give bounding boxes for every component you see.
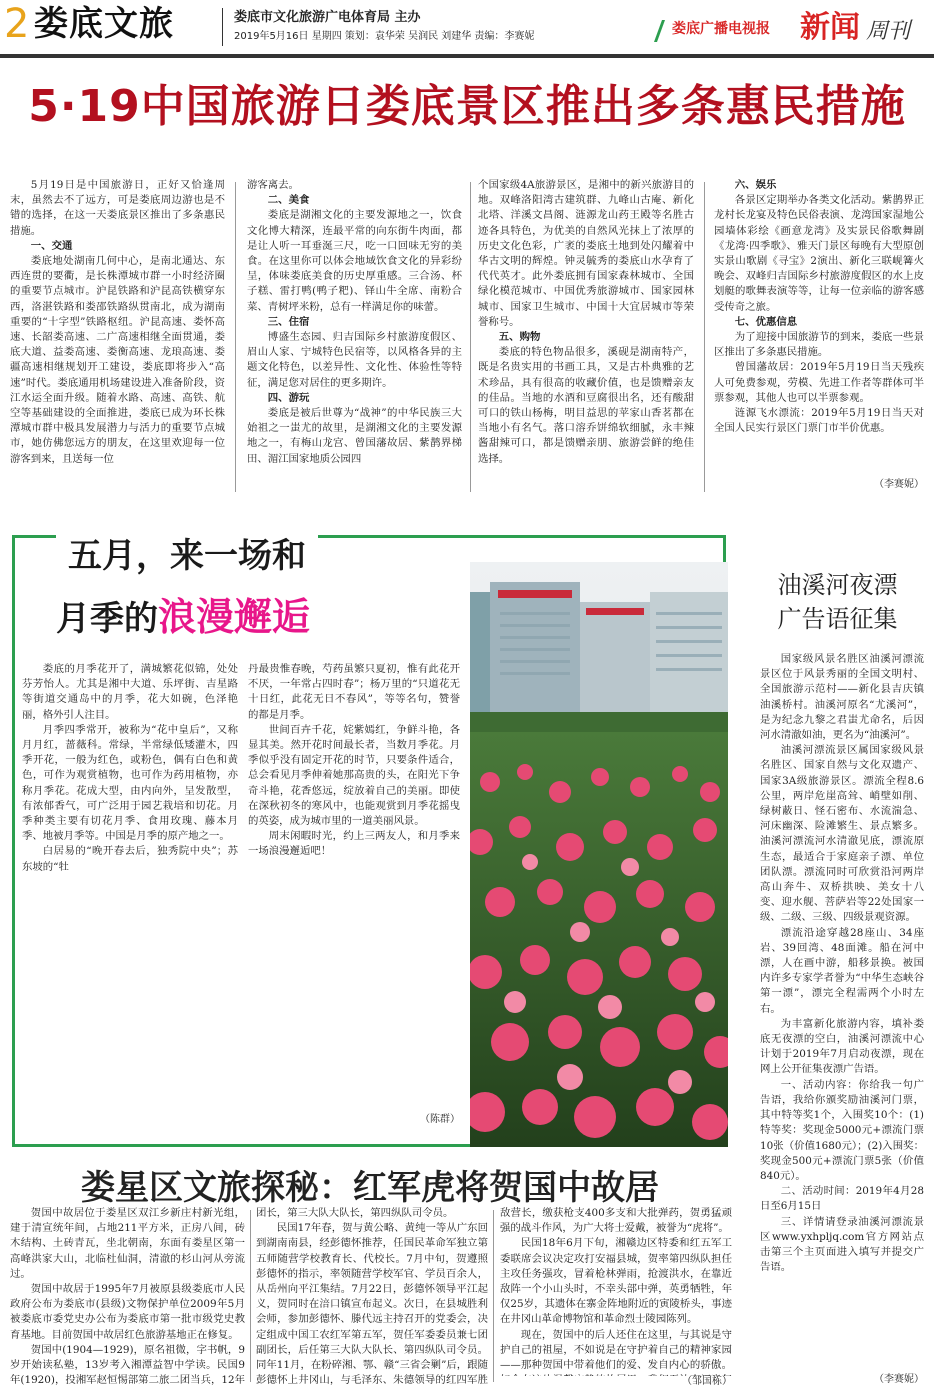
paragraph: 一、活动内容：你给我一句广告语，我给你颁奖励油溪河门票，其中特等奖1个，入围奖10个：(1)特等奖：奖现金5000元+漂流门票10张（价值1680元）；(2)入围奖：奖现金500元+漂流门票5张（价值840元）。	[760, 1078, 924, 1182]
paragraph: 娄底的月季花开了，满城繁花似锦，处处芬芳怡人。尤其是湘中大道、乐坪街、吉星路等街道交通岛中的月季，花大如碗，色泽艳丽，格外引人注目。	[22, 663, 238, 721]
rose-title-prefix: 月季的	[56, 599, 158, 639]
weekly-label: 周刊	[866, 19, 911, 44]
paragraph: 为了迎接中国旅游节的到来，娄底一些景区推出了多条惠民措施。	[714, 331, 924, 359]
paragraph: 丹最贵惟春晚，芍药虽繁只夏初，惟有此花开不厌，一年常占四时春”；杨万里的“只道花无十日红，此花无日不春风”，等等名句，赞誉的都是月季。	[248, 663, 460, 721]
rose-title-line2	[56, 586, 310, 641]
paragraph: 国家级风景名胜区油溪河漂流景区位于风景秀丽的全国文明村、全国旅游示范村——新化县吉庆镇油溪桥村。油溪河原名“尤溪河”，是为纪念九黎之君蚩尤命名，后因河水清澈如油，更名为“油溪河”。	[760, 653, 924, 742]
column-divider	[704, 182, 705, 492]
main-headline: 5·19中国旅游日娄底景区推出多条惠民措施	[28, 81, 906, 132]
youxi-title-line2: 广告语征集	[777, 605, 898, 633]
section-heading: 五、购物	[498, 331, 541, 344]
paragraph: 现在，贺国中的后人还住在这里，与其说是守护自己的祖屋，不如说是在守护着自己的精神家园——那种贺国中带着他们的爱、发自内心的骄傲。	[500, 1328, 732, 1372]
station-name: 娄底广播电视报	[672, 21, 770, 37]
paragraph: 民国17年春，贺与黄公略、黄纯一等从广东回到湖南南县，经彭德怀推荐，任国民革命军独立第五师随营学校教育长、代校长。7月中旬，贺遵照彭德怀的指示，率领随营学校军官、学员百余人，从岳州向平江集结。7月22日，彭德怀领导平江起义，贺同时在涪口镇宣布起义。次日，在县城胜利会师，参加彭德怀、滕代远主持召开的党委会，决定组成中国工农红军第五军，贺任军委委员兼七团副团长，后任第三大队大队长、第四纵队司令员。同年11月，在粉碎湘、鄂、赣“三省会剿”后，跟随彭德怀上井冈山，与毛泽东、朱德领导的红四军胜	[256, 1222, 488, 1386]
lianxing-col1	[10, 1206, 245, 1386]
section-heading: 六、娱乐	[734, 179, 777, 191]
rose-col2	[248, 662, 460, 1112]
news-logo: 新闻	[800, 10, 860, 45]
section-heading: 二、美食	[267, 194, 310, 207]
slash-icon	[654, 20, 672, 42]
section-heading: 四、游玩	[267, 391, 310, 404]
paragraph: 5月19日是中国旅游日，正好又恰逢周末，虽然去不了远方，可是娄底周边游也是不错的选择，在这一天娄底景区推出了多条惠民措施。	[10, 179, 225, 237]
section-name: 娄底文旅	[34, 4, 174, 44]
youxi-credit: （李赛妮）	[874, 1374, 924, 1385]
paragraph: 娄底地处湖南几何中心，是南北通达、东西连贯的要衢，是长株潭城市群一小时经济圈的重要节点城市。沪昆铁路和沪昆高铁横穿东西，洛湛铁路和娄邵铁路纵贯南北，成为湖南重要的“十字型”铁路枢纽。沪昆高速、娄怀高速、长韶娄高速、二广高速相继全面贯通，娄底大道、益娄高速、娄衡高速、龙琅高速、娄疆高速相继规划开工建设，娄底即将步入“高速”时代。娄底通用机场建设进入准备阶段，资江水运全面升级。随着水路、高速、高铁、航空等基础建设的全面推进，娄底已成为环长株潭城市群中极具发展潜力与活力的重要节点城市，她仿佛您远方的朋友，在这里欢迎每一位游客到来，且送每一位	[10, 255, 225, 465]
column-divider	[470, 182, 471, 492]
paragraph: 各景区定期举办各类文化活动。紫鹊界正龙村长龙宴及特色民俗表演、龙湾国家湿地公园墙体彩绘《画意龙湾》及实景民俗歌舞剧《龙湾·四季歌》、雅天门景区每晚有大型原创实景山歌剧《寻宝》2演出、新化三联岘篝火晚会、双峰归吉国际乡村旅游度假区的水上皮划艇的歌舞表演等等，让每一位亲临的游客感受传奇之旅。	[714, 194, 924, 313]
rose-photo-illustration	[470, 562, 728, 1147]
page-number: 2	[4, 1, 30, 47]
paragraph: 游客离去。	[247, 179, 299, 191]
rose-garden-photo	[470, 562, 728, 1147]
paragraph: 娄底是被后世尊为“战神”的中华民族三大始祖之一蚩尤的故里，是湖湘文化的主要发源地之一，有梅山龙宫、曾国藩故居、紫鹊界梯田、湄江国家地质公园四	[247, 407, 462, 465]
paragraph: 民国18年6月下旬，湘赣边区特委和红五军工委联席会议决定攻打安福县城，贺率第四纵队担任主攻任务强攻，冒着枪林弹雨，抢渡洪水，在靠近敌阵一个小山头时，不幸头部中弹，英勇牺牲，年仅25岁，其遗体在寨金阵地附近的寅陵桥头，事迹在井冈山革命博物馆和革命烈士陵园陈列。	[500, 1237, 732, 1326]
column-divider	[493, 1210, 494, 1382]
paragraph: 个国家级4A旅游景区，是湘中的新兴旅游目的地。双峰洛阳湾古建筑群、九峰山古庵、新化北塔、洋溪文昌阁、涟源龙山药王殿等名胜古迹各具特色，为优美的自然风光抹上了浓厚的历史文化色彩，广袤的娄底土地到处闪耀着中华古文明的辉煌。钟灵毓秀的娄底山水孕育了代代英才。此外娄底拥有国家森林城市、全国绿化模范城市、中国优秀旅游城市、国家园林城市、国家卫生城市、中国十大宜居城市等荣誉称号。	[478, 179, 694, 328]
section-heading: 一、交通	[30, 239, 73, 252]
organizer: 娄底市文化旅游广电体育局 主办	[234, 10, 421, 25]
youxi-body	[760, 652, 924, 1362]
youxi-title-line1: 油溪河夜漂	[777, 571, 898, 599]
header-rule	[0, 54, 934, 58]
paragraph: 周末闲暇时光，约上三两友人，和月季来一场浪漫邂逅吧！	[248, 830, 460, 858]
rose-title-highlight: 浪漫邂逅	[158, 595, 311, 639]
paragraph: 世间百卉千花，姹紫嫣红，争鲜斗艳，各显其美。然开花时间最长者，当数月季花。月季似乎没有固定开花的时节，只要条件适合，总会看见月季伸着她那高贵的头，在阳光下争奇斗艳，花香悠远，绽放着自己的美丽。即使在深秋初冬的寒风中，也能观赏到月季花摇曳的英姿，成为城市里的一道美丽风景。	[248, 723, 460, 828]
lianxing-col3	[500, 1206, 732, 1376]
lianxing-title: 娄星区文旅探秘：红军虎将贺国中故居	[81, 1168, 659, 1208]
paragraph: 油溪河漂流景区属国家级风景名胜区、国家自然与文化双遗产、国家3A级旅游景区。漂流全程8.6公里，两岸危崖高耸、峭壁如削、绿树蔽日、怪石密布、水流湍急、河床幽深、险滩繁生、景点繁多。油溪河漂流河水清澈见底，漂流原生态，最适合于家庭亲子漂、单位团队漂。漂流同时可欣赏沿河两岸高山奔牛、双桥拱映、美女十八变、迎水舰、菩萨岩等22处国家一级、二级、三级、四级景观资源。	[760, 744, 924, 924]
header-divider	[222, 8, 223, 46]
paragraph: 曾国藩故居：2019年5月19日当天残疾人可免费参观，劳模、先进工作者等群体可半票参观，其他人也可以半票参观。	[714, 361, 924, 404]
paragraph: 白居易的“晚开春去后，独秀院中央”；苏东坡的“牡	[22, 845, 238, 873]
paragraph: 贺国中故居于1995年7月被原县级娄底市人民政府公布为娄底市(县级)文物保护单位2009年5月被娄底市委党史办公布为娄底市第一批市级党史教育基地。目前贺国中故居红色旅游基地正在修复。	[10, 1283, 245, 1341]
paragraph: 贺国中(1904—1929)，原名祖微，字书帆，9岁开始读私塾，13岁考入湘潭益智中学读。民国9年(1920)，投湘军赵恒惕部第二旅二团当兵，12年	[10, 1343, 245, 1386]
rose-credit: （陈群）	[420, 1114, 460, 1125]
article1-col3	[478, 178, 694, 498]
article1-col2	[247, 178, 462, 498]
paragraph: 敌营长，缴获枪支400多支和大批弹药，贺勇猛顽强的战斗作风，为广大将士爱戴，被誉为“虎将”。	[500, 1207, 732, 1235]
paragraph: 贺国中故居位于娄星区双江乡新庄村新光组，建于清宣统年间，占地211平方米，正房八间，砖木结构、土砖青瓦，坐北朝南，东面有娄星区第一高峰洪家大山，北临杜仙洞，清澈的杉山河从旁流过。	[10, 1207, 245, 1280]
paragraph: 娄底是湖湘文化的主要发源地之一，饮食文化博大精深，连最平常的向东街牛肉面，都是让人听一耳垂涎三尺，吃一口回味无穷的美食。在这里你可以体会地域饮食文化的异彩纷呈，体味娄底美食的历史厚重感。三合汤、杯子糕、雷打鸭(鸭子粑)、铎山牛全席、南粉合菜、青树坪米粉，总有一样满足你的味蕾。	[247, 209, 462, 313]
column-divider	[250, 1210, 251, 1382]
lianxing-col2	[256, 1206, 488, 1386]
paragraph: 涟源飞水漂流：2019年5月19日当天对全国人民实行景区门票门市半价优惠。	[714, 407, 924, 435]
section-heading: 七、优惠信息	[734, 315, 798, 328]
paragraph: 二、活动时间：2019年4月28日至6月15日	[760, 1185, 924, 1213]
article1-col1	[10, 178, 225, 498]
article1-col4	[714, 178, 924, 478]
rose-title-line1: 五月，来一场和	[56, 528, 318, 577]
paragraph: 漂流沿途穿越28座山、34座岩、39回湾、48面滩。船在河中漂，人在画中游，船移景换。被国内许多专家学者誉为“中华生态峡谷第一漂”，漂完全程需两个小时左右。	[760, 926, 924, 1015]
paragraph: 团长，第三大队大队长，第四纵队司令员。	[256, 1207, 454, 1219]
lianxing-credit: （邹国栋）	[682, 1376, 732, 1387]
column-divider	[235, 182, 236, 492]
paragraph: 月季四季常开，被称为“花中皇后”，又称月月红，蔷薇科。常绿，半常绿低矮灌木，四季开花，一般为红色，或粉色，偶有白色和黄色，可作为观赏植物，也可作为药用植物，亦称月季花。花成大型，由内向外，呈发散型，有浓郁香气，可广泛用于园艺栽培和切花。月季种类主要有切花月季、食用玫瑰、藤本月季、地被月季等。中国是月季的原产地之一。	[22, 723, 238, 843]
section-heading: 三、住宿	[267, 315, 310, 328]
paragraph: 博盛生态园、归吉国际乡村旅游度假区、眉山人家、宁城特色民宿等，以风格各异的主题文化特色，以差异性、文化性、体验性等特征，满足您对居住的更多期许。	[247, 331, 462, 389]
paragraph: 娄底的特色物品很多，溪砚是湖南特产，既是名贵实用的书画工具，又是古朴典雅的艺术珍品，具有很高的收藏价值，也是馈赠亲友的佳品。当地的水酒和豆腐很出名，还有酸甜可口的铁山杨梅，明目益思的苹家山香茗都在当地小有名气。落口溶乔饼绵软细腻，永丰辣酱甜辣可口，都是馈赠亲朋、旅游尝鲜的绝佳选择。	[478, 346, 694, 465]
rose-col1	[22, 662, 238, 1132]
paragraph: 为丰富新化旅游内容，填补娄底无夜漂的空白，油溪河漂流中心计划于2019年7月启动夜漂，现在网上公开征集夜漂广告语。	[760, 1017, 924, 1076]
issue-meta: 2019年5月16日 星期四 策划：袁华荣 吴润民 刘建华 责编：李赛妮	[234, 31, 535, 42]
paragraph: 三、详情请登录油溪河漂流景区www.yxhpljq.com官方网站点击第三个主页面进入填写并提交广告语。	[760, 1215, 924, 1274]
youxi-title	[745, 568, 930, 636]
article1-credit: （李赛妮）	[874, 479, 924, 490]
